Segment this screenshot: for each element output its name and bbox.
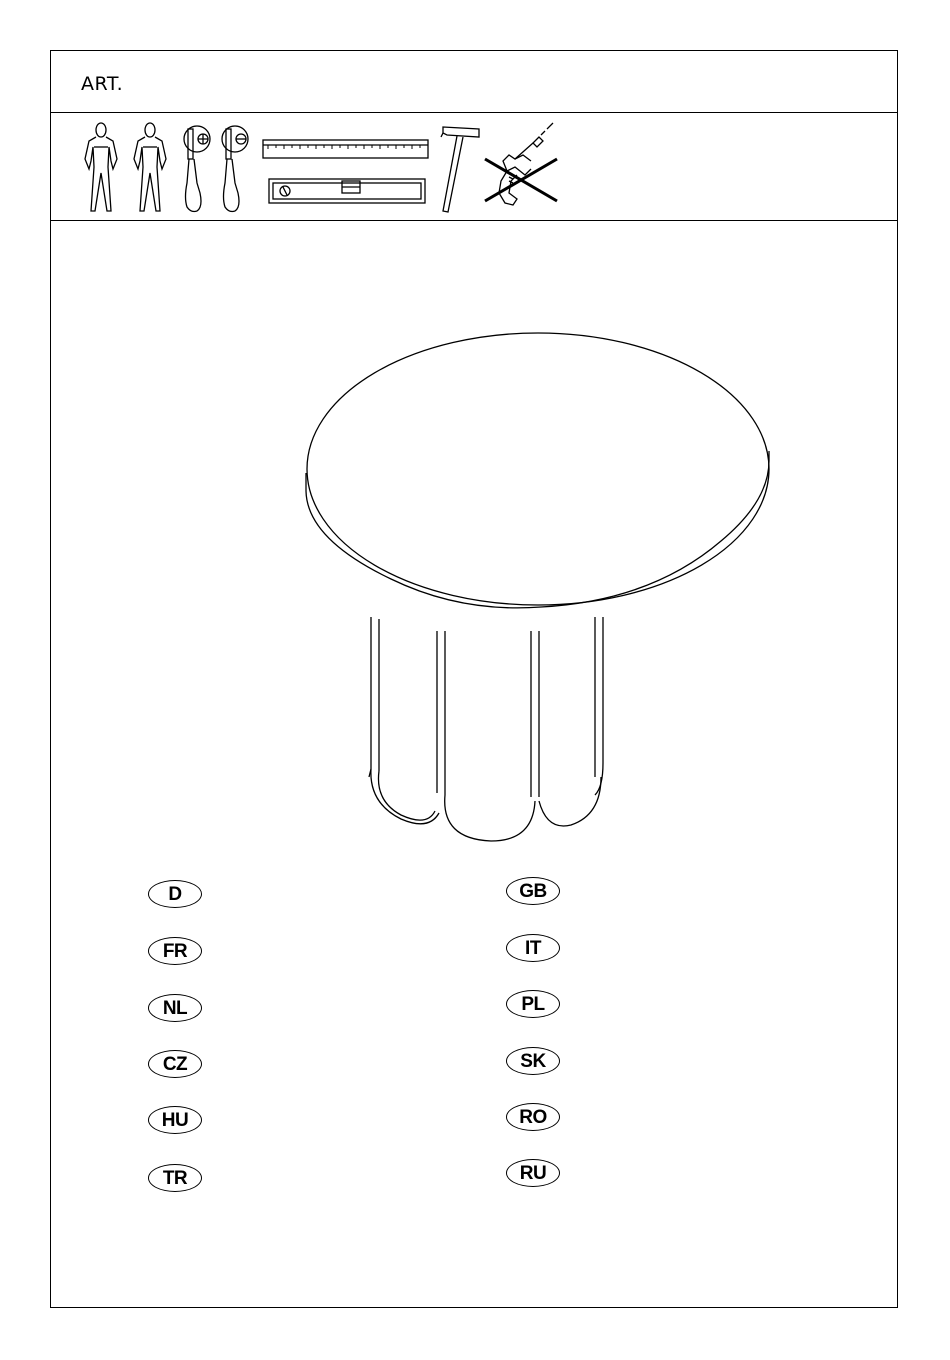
phillips-screwdriver-icon bbox=[179, 123, 215, 213]
article-label: ART. bbox=[81, 73, 124, 95]
tools-row bbox=[51, 113, 897, 221]
language-badge-cz: CZ bbox=[148, 1050, 202, 1078]
person-icon bbox=[130, 121, 170, 213]
crossed-out-drill-icon bbox=[479, 119, 563, 215]
flathead-screwdriver-icon bbox=[217, 123, 253, 213]
language-badge-it: IT bbox=[506, 934, 560, 962]
ruler-icon bbox=[262, 137, 430, 161]
language-badge-gb: GB bbox=[506, 877, 560, 905]
instruction-sheet bbox=[50, 50, 898, 1308]
language-badge-ro: RO bbox=[506, 1103, 560, 1131]
language-badge-tr: TR bbox=[148, 1164, 202, 1192]
spirit-level-icon bbox=[267, 177, 429, 207]
round-table-illustration bbox=[251, 301, 781, 851]
header-row bbox=[51, 51, 897, 113]
language-badge-fr: FR bbox=[148, 937, 202, 965]
language-badge-sk: SK bbox=[506, 1047, 560, 1075]
person-icon bbox=[81, 121, 121, 213]
language-badge-hu: HU bbox=[148, 1106, 202, 1134]
language-badge-d: D bbox=[148, 880, 202, 908]
language-badge-ru: RU bbox=[506, 1159, 560, 1187]
language-badge-nl: NL bbox=[148, 994, 202, 1022]
language-badge-pl: PL bbox=[506, 990, 560, 1018]
